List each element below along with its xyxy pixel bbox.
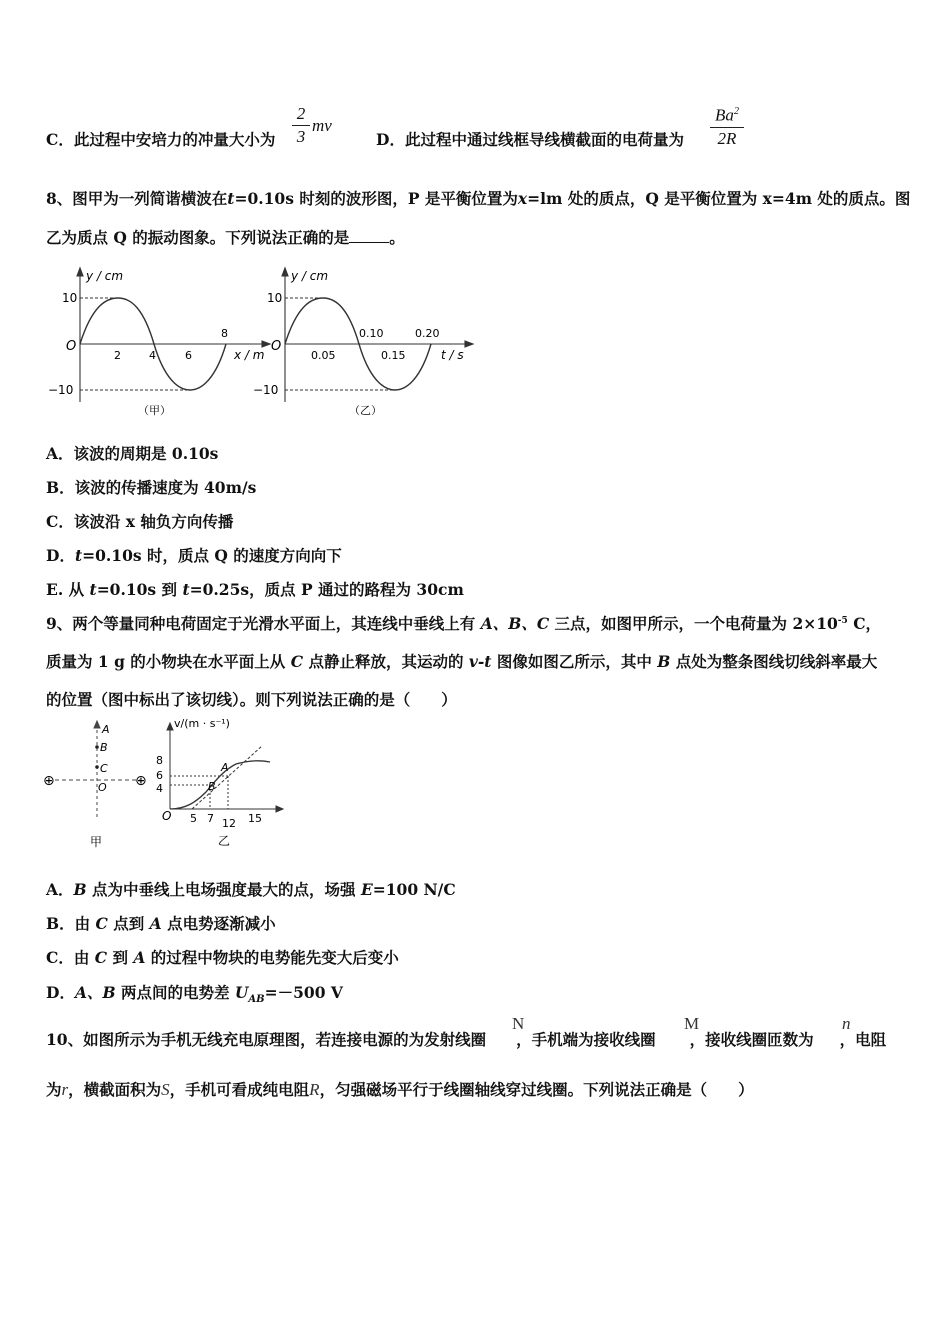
vib-caption: （乙） <box>349 404 382 417</box>
vt-xtick: 7 <box>207 812 214 825</box>
q7-option-c: C．此过程中安培力的冲量大小为 <box>46 130 276 149</box>
positive-charge-icon: ⊕ <box>43 773 55 789</box>
vib-tick: 0.10 <box>359 327 384 340</box>
q7-c-tail: mv <box>312 116 332 135</box>
q7-c-fraction: 2 3 <box>292 104 310 147</box>
q8-stem-line2: 乙为质点 Q 的振动图象。下列说法正确的是 。 <box>46 228 405 247</box>
vt-point-a: A <box>221 761 229 774</box>
q8-figure-vibration <box>245 262 485 422</box>
vib-tick: 0.20 <box>415 327 440 340</box>
vib-tick: 0.05 <box>311 349 336 362</box>
vt-origin: O <box>162 809 172 823</box>
q8-option-d: D．t=0.10s 时，质点 Q 的速度方向向下 <box>46 546 342 565</box>
q8-option-b: B．该波的传播速度为 40m/s <box>46 478 257 497</box>
symbol-n: n <box>842 1014 851 1033</box>
vib-ypos: 10 <box>267 291 283 305</box>
q9-stem-line1: 9、两个等量同种电荷固定于光滑水平面上，其连线中垂线上有 A、B、C 三点，如图甲所示，一个电荷量为 $2\times 10^{-5}$ C， <box>46 614 882 633</box>
q9-option-b: B．由 C 点到 A 点电势逐渐减小 <box>46 914 276 933</box>
vt-point-b: B <box>208 780 216 793</box>
q8-stem-line1: 8、图甲为一列简谐横波在t=0.10s 时刻的波形图，P 是平衡位置为x=lm 处的质点，Q 是平衡位置为 x=4m 处的质点。图 <box>46 189 911 208</box>
q9-option-c: C．由 C 到 A 的过程中物块的电势能先变大后变小 <box>46 948 399 967</box>
vt-ylabel: v/(m · s⁻¹) <box>174 717 230 730</box>
charges-caption: 甲 <box>90 835 103 849</box>
vt-ytick: 8 <box>156 754 163 767</box>
wave-xlabel: x / m <box>234 348 265 362</box>
charge-origin: O <box>98 781 107 794</box>
q10-stem-line2: 为r，横截面积为S，手机可看成纯电阻R，匀强磁场平行于线圈轴线穿过线圈。下列说法正确是（ ） <box>46 1080 754 1099</box>
symbol-r: r <box>61 1080 69 1099</box>
vt-ytick: 6 <box>156 769 163 782</box>
charge-point-c: C <box>100 762 108 775</box>
wave-caption: （甲） <box>138 404 171 417</box>
vt-ytick: 4 <box>156 782 163 795</box>
wave-tick: 8 <box>221 327 228 340</box>
q8-figure-wave <box>40 262 283 422</box>
charge-point-a: A <box>102 723 110 736</box>
wave-tick: 4 <box>149 349 156 362</box>
vib-origin: O <box>271 339 282 354</box>
wave-ylabel: y / cm <box>86 269 124 283</box>
q8-option-c: C．该波沿 x 轴负方向传播 <box>46 512 234 531</box>
wave-tick: 2 <box>114 349 121 362</box>
vt-xtick: 12 <box>222 817 236 830</box>
charge-point-b: B <box>100 741 108 754</box>
symbol-R: R <box>309 1080 320 1099</box>
q8-option-e: E. 从 t=0.10s 到 t=0.25s，质点 P 通过的路程为 30cm <box>46 580 464 599</box>
q7-d-fraction: Ba$^2$ 2R <box>710 102 744 149</box>
q9-stem-line2: 质量为 1 g 的小物块在水平面上从 C 点静止释放，其运动的 v-t 图像如图乙所示，其中 B 点处为整条图线切线斜率最大 <box>46 652 878 671</box>
vt-xtick: 5 <box>190 812 197 825</box>
q9-figure-vt <box>150 712 295 857</box>
wave-yneg: −10 <box>48 383 74 397</box>
symbol-N: N <box>512 1014 525 1033</box>
q9-option-a: A．B 点为中垂线上电场强度最大的点，场强 E=100 N/C <box>46 880 456 899</box>
vib-ylabel: y / cm <box>291 269 329 283</box>
positive-charge-icon: ⊕ <box>135 773 147 789</box>
q7-option-d: D．此过程中通过线框导线横截面的电荷量为 <box>376 130 684 149</box>
q9-option-d: D．A、B 两点间的电势差 $U_{AB}=-500$ V <box>46 983 343 1006</box>
vib-tick: 0.15 <box>381 349 406 362</box>
wave-tick: 6 <box>185 349 192 362</box>
vt-caption: 乙 <box>218 834 231 848</box>
answer-blank[interactable] <box>349 230 389 243</box>
q10-stem-line1: 10、如图所示为手机无线充电原理图，若连接电源的为发射线圈 ，手机端为接收线圈 ，接收线圈匝数为 ，电阻 <box>46 1030 887 1049</box>
q9-stem-line3: 的位置（图中标出了该切线）。则下列说法正确的是（ ） <box>46 690 457 709</box>
symbol-M: M <box>684 1014 700 1033</box>
vib-xlabel: t / s <box>441 348 464 362</box>
vib-yneg: −10 <box>253 383 279 397</box>
wave-origin: O <box>66 339 77 354</box>
wave-ypos: 10 <box>62 291 78 305</box>
q9-figure-charges <box>40 716 160 856</box>
vt-xtick: 15 <box>248 812 262 825</box>
symbol-S: S <box>161 1080 170 1099</box>
q8-option-a: A．该波的周期是 0.10s <box>46 444 219 463</box>
